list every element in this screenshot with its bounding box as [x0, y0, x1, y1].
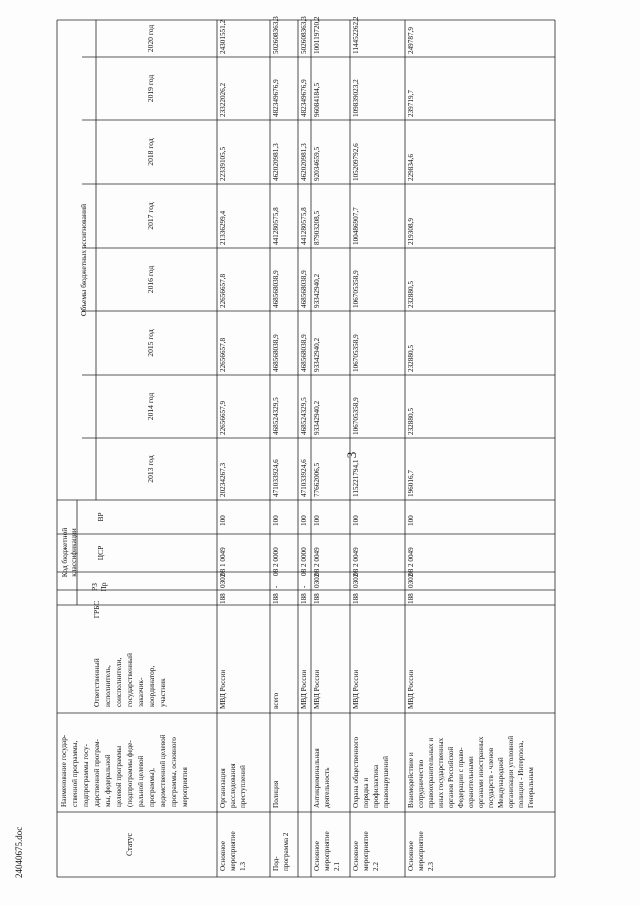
- row-2-value-2013: 471033924,6: [272, 459, 280, 497]
- row-4-value-2017: 87903208,5: [313, 210, 321, 245]
- row-2-responsible: всего: [272, 692, 280, 709]
- header-year-2015: 2015 год: [146, 329, 155, 357]
- row-1-value-2020: 24301551,2: [219, 19, 227, 54]
- row-4-status: Основное мероприятие 2.1: [313, 831, 341, 871]
- row-2-csr: 08 2 0000: [272, 547, 280, 576]
- row-4-rzpr: 0302: [313, 573, 321, 588]
- row-5-vr: 100: [352, 515, 360, 526]
- row-6-value-2014: 232880,5: [407, 408, 415, 435]
- row-4-value-2018: 92034659,5: [313, 146, 321, 181]
- row-6-grbs: 188: [407, 593, 415, 604]
- header-name: Наименование государ- ственной программы, подпрограммы госу- дарственной програм- мы, федеральной целевой программы (подпрограммы феде- ральной целевой программы), ведомственной целевой программы, основного мероприятия: [60, 734, 189, 807]
- row-5-grbs: 188: [352, 593, 360, 604]
- row-1-status: Основное мероприятие 1.3: [219, 831, 247, 871]
- header-year-2018: 2018 год: [146, 138, 155, 166]
- row-3-value-2016: 468568038,9: [300, 270, 308, 308]
- row-5-value-2017: 100486907,7: [352, 207, 360, 245]
- row-6-value-2015: 232880,5: [407, 345, 415, 372]
- row-4-value-2020: 100119720,2: [313, 16, 321, 54]
- row-3-value-2013: 471033924,6: [300, 459, 308, 497]
- header-volumes: Объемы бюджетных ассигнований: [79, 203, 88, 317]
- row-3-value-2015: 468568038,9: [300, 334, 308, 372]
- row-1-csr: 08 1 0049: [219, 547, 227, 576]
- row-1-name: Организация расследования преступлений: [219, 763, 247, 808]
- row-5-value-2015: 106705358,9: [352, 334, 360, 372]
- header-year-2020: 2020 год: [146, 24, 155, 53]
- row-2-value-2016: 468568038,9: [272, 270, 280, 308]
- row-5-value-2020: 114452262,2: [352, 16, 360, 54]
- row-1-value-2019: 23322026,2: [219, 82, 227, 117]
- row-2-status: Под- программа 2: [272, 832, 290, 871]
- row-3-value-2017: 441280575,8: [300, 207, 308, 245]
- row-4-value-2013: 77662006,5: [313, 462, 321, 497]
- header-year-2016: 2016 год: [146, 265, 155, 294]
- row-2-grbs: 188: [272, 593, 280, 604]
- row-3-value-2018: 462020981,3: [300, 143, 308, 181]
- row-3-vr: 100: [300, 515, 308, 526]
- row-2-value-2019: 482349676,9: [272, 79, 280, 117]
- row-4-value-2015: 93342940,2: [313, 337, 321, 372]
- row-5-status: Основное мероприятие 2.2: [352, 831, 380, 871]
- header-code-group: Код бюджетнойклассификации: [60, 527, 78, 578]
- row-2-value-2014: 468524329,5: [272, 397, 280, 435]
- row-2-value-2015: 468568038,9: [272, 334, 280, 372]
- page-number: 3: [344, 451, 359, 459]
- row-2-value-2017: 441280575,8: [272, 207, 280, 245]
- row-5-responsible: МВД России: [352, 669, 360, 709]
- row-6-value-2020: 249787,9: [407, 27, 415, 54]
- row-1-value-2013: 20234267,3: [219, 462, 227, 497]
- row-5-value-2016: 106705358,9: [352, 270, 360, 308]
- row-3-responsible: МВД России: [300, 669, 308, 709]
- row-6-status: Основное мероприятие 2.3: [407, 831, 435, 871]
- row-4-responsible: МВД России: [313, 669, 321, 709]
- row-6-value-2018: 229834,6: [407, 154, 415, 181]
- row-3-rzpr: -: [300, 585, 308, 588]
- row-6-value-2017: 219308,9: [407, 218, 415, 245]
- row-2-value-2020: 502608363,3: [272, 16, 280, 54]
- row-6-value-2013: 196016,7: [407, 470, 415, 497]
- row-6-value-2019: 239719,7: [407, 90, 415, 117]
- row-1-grbs: 188: [219, 593, 227, 604]
- row-1-value-2017: 21336299,4: [219, 210, 227, 245]
- row-2-name: Полиция: [272, 780, 280, 808]
- row-6-responsible: МВД России: [407, 669, 415, 709]
- row-1-value-2016: 22656657,8: [219, 273, 227, 308]
- row-5-value-2013: 115221794,1: [352, 459, 360, 497]
- row-2-vr: 100: [272, 515, 280, 526]
- row-3-value-2014: 468524329,5: [300, 397, 308, 435]
- row-6-value-2016: 232880,5: [407, 281, 415, 308]
- row-4-vr: 100: [313, 515, 321, 526]
- row-4-value-2019: 96084184,5: [313, 82, 321, 117]
- row-5-value-2018: 105209792,6: [352, 143, 360, 181]
- row-1-value-2014: 22656657,9: [219, 400, 227, 435]
- header-status: Статус: [125, 832, 134, 857]
- row-6-vr: 100: [407, 515, 415, 526]
- row-2-value-2018: 462020981,3: [272, 143, 280, 181]
- row-1-value-2015: 22656657,8: [219, 337, 227, 372]
- row-4-value-2014: 93342940,2: [313, 400, 321, 435]
- row-5-name: Охрана общественного порядка и профилактика правонарушений: [352, 736, 390, 808]
- row-4-value-2016: 93342940,2: [313, 273, 321, 308]
- footer-filename: 24040675.doc: [14, 826, 24, 878]
- row-1-rzpr: 0302: [219, 573, 227, 588]
- row-2-rzpr: -: [272, 585, 280, 588]
- row-3-csr: 08 2 0000: [300, 547, 308, 576]
- row-6-rzpr: 0302: [407, 573, 415, 588]
- row-3-grbs: 188: [300, 593, 308, 604]
- header-year-2013: 2013 год: [146, 455, 155, 483]
- row-4-name: Антикриминальная деятельность: [313, 748, 331, 808]
- header-csr: ЦСР: [96, 545, 105, 561]
- row-1-vr: 100: [219, 515, 227, 526]
- row-3-value-2019: 482349676,9: [300, 79, 308, 117]
- row-1-value-2018: 22339105,5: [219, 146, 227, 181]
- header-responsible: Ответственный исполнитель, соисполнители, государственный заказчик- координатор, участник: [92, 653, 167, 707]
- row-5-rzpr: 0302: [352, 573, 360, 588]
- row-4-csr: 08 2 0049: [313, 547, 321, 576]
- header-vr: ВР: [96, 512, 105, 522]
- header-rzpr: РЗПр: [90, 582, 108, 592]
- row-5-value-2019: 109839023,2: [352, 79, 360, 117]
- row-6-name: Взаимодействие и сотрудничество правоохранительных и иных государственных органов Российской Федерации с право- охранительными органами иностранных государств - членов Международной организации уголовной полиции - Интерпола, Генеральным: [407, 735, 535, 808]
- row-1-responsible: МВД России: [219, 669, 227, 709]
- row-4-grbs: 188: [313, 593, 321, 604]
- row-3-value-2020: 502608363,3: [300, 16, 308, 54]
- row-5-csr: 08 2 0049: [352, 547, 360, 576]
- row-6-csr: 08 2 0049: [407, 547, 415, 576]
- header-grbs: ГРБС: [92, 600, 101, 619]
- header-year-2017: 2017 год: [146, 202, 155, 230]
- header-year-2014: 2014 год: [146, 392, 155, 421]
- header-year-2019: 2019 год: [146, 74, 155, 103]
- row-5-value-2014: 106705358,9: [352, 397, 360, 435]
